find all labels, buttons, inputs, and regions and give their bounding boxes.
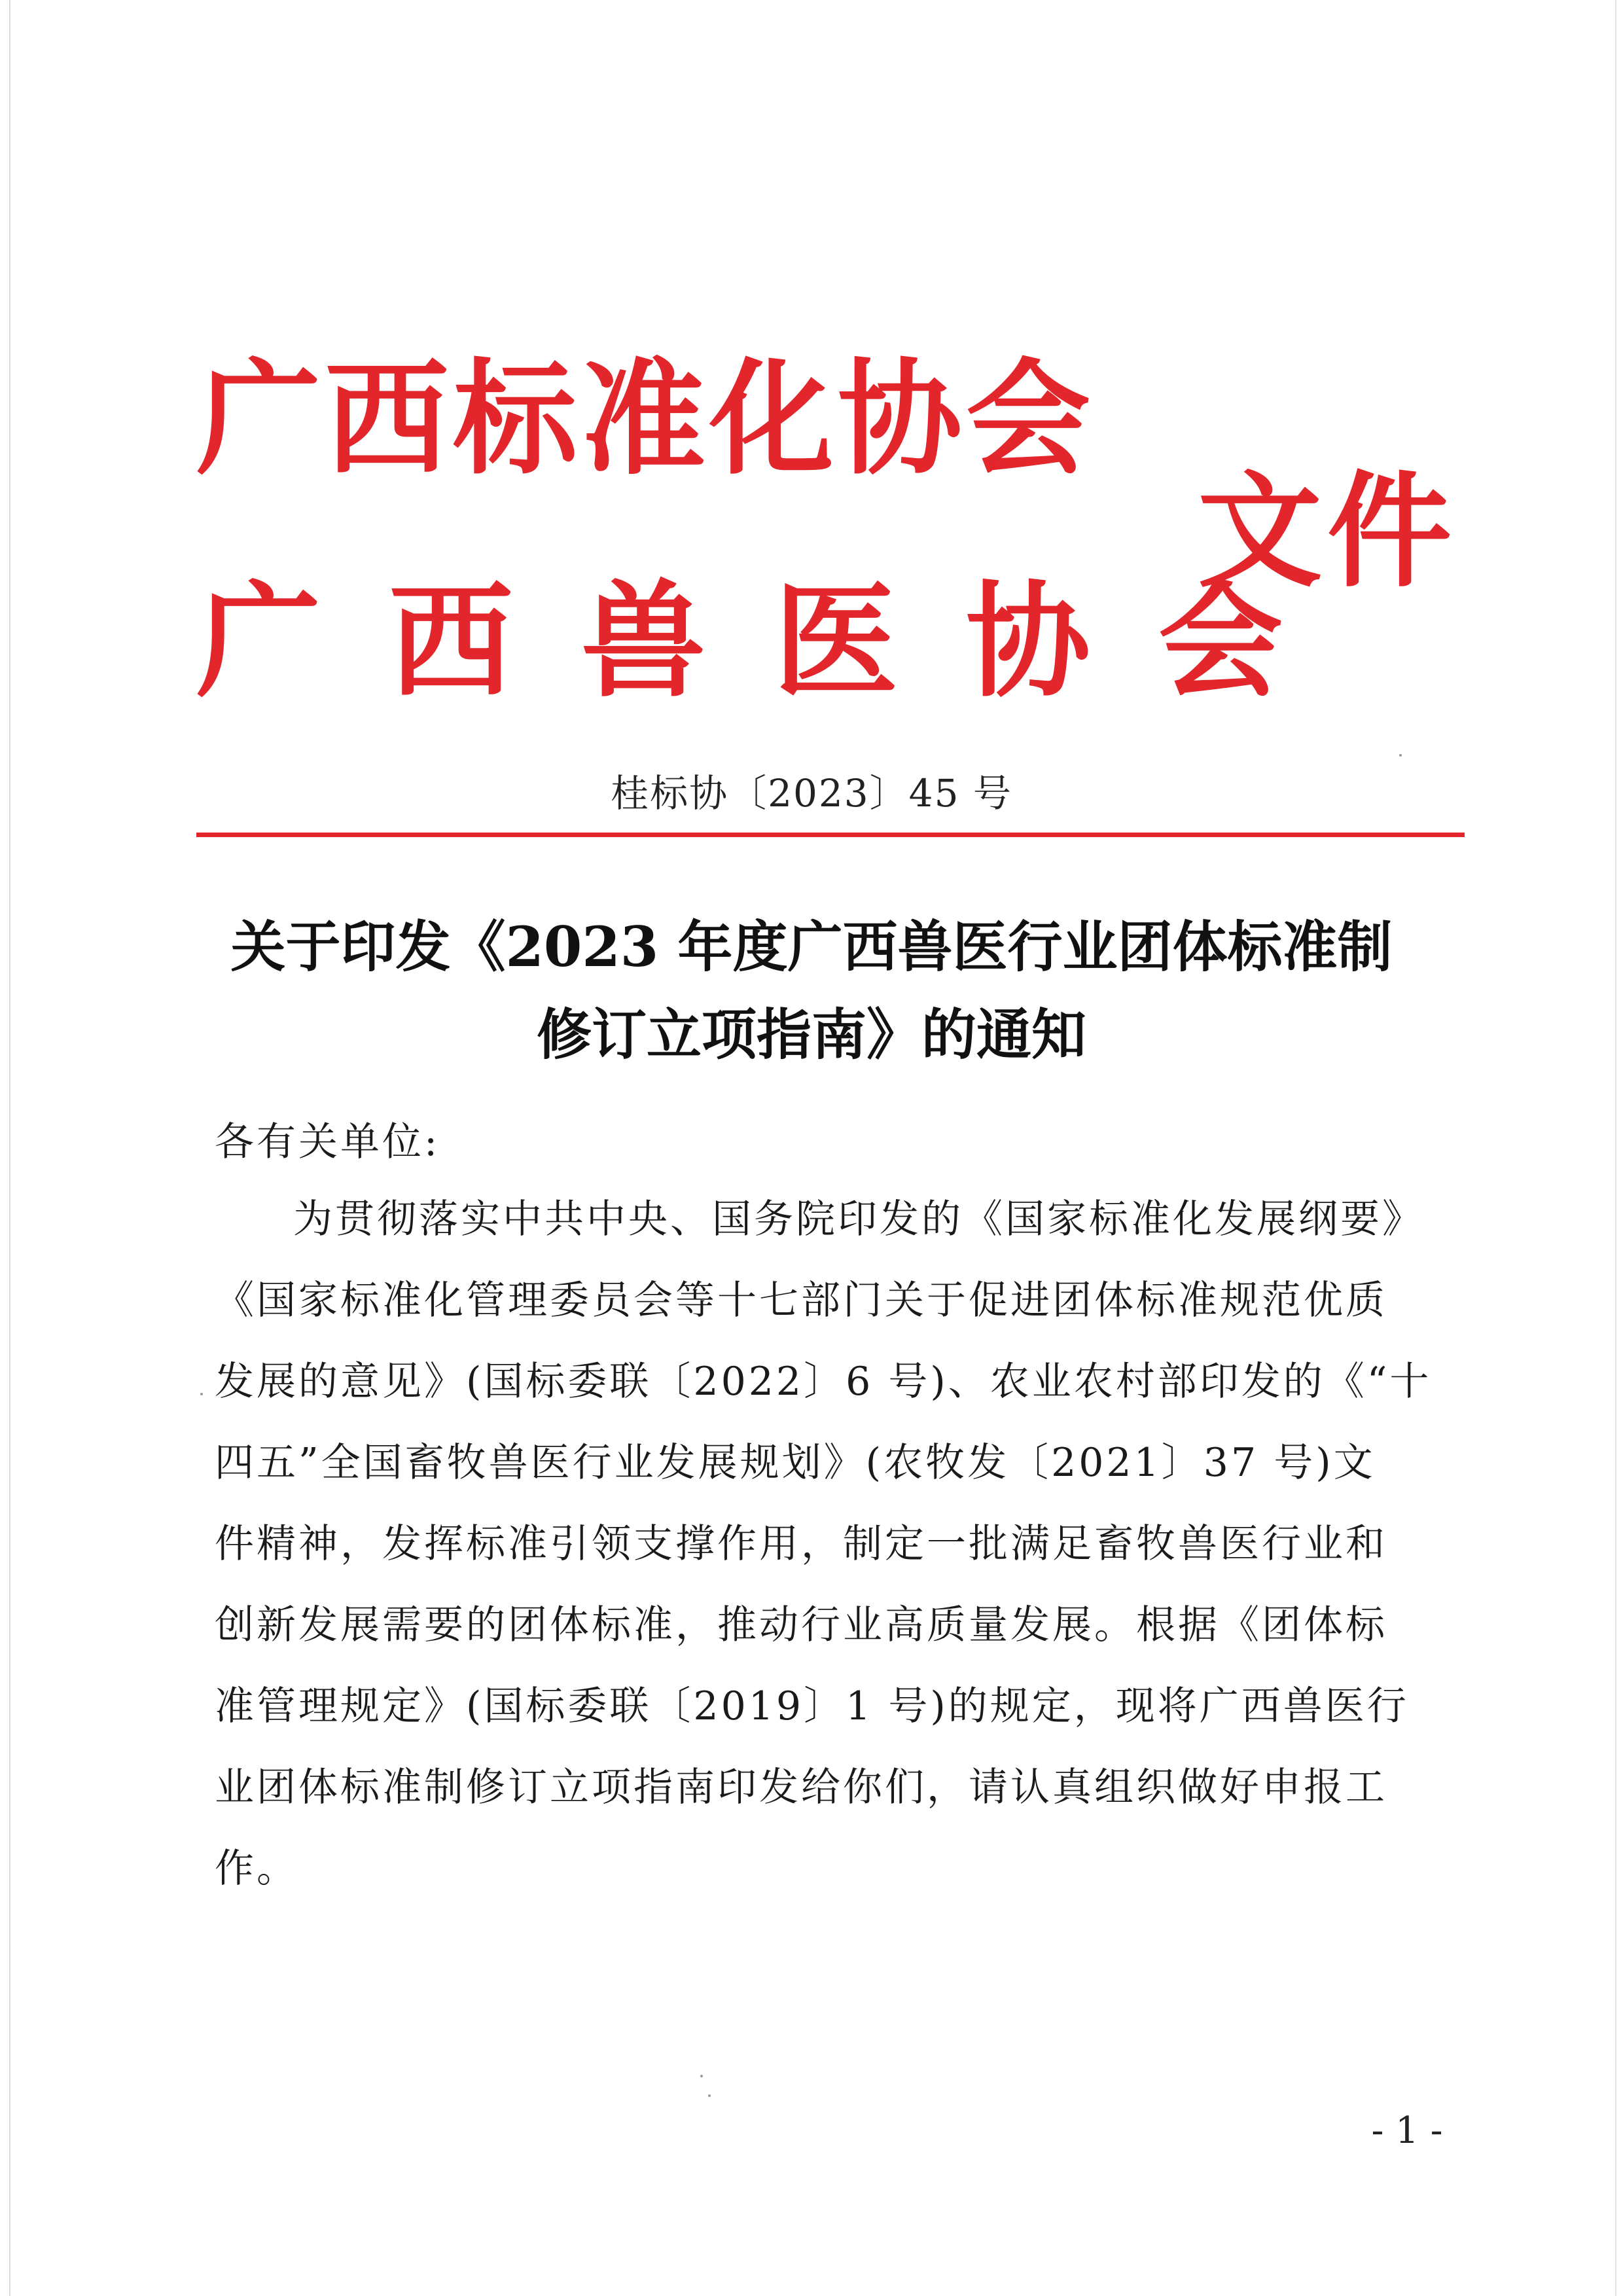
header-org-line-2: 广西兽医协会	[196, 568, 1351, 714]
body-text-line: 业团体标准制修订立项指南印发给你们，请认真组织做好申报工	[215, 1765, 1387, 1810]
header-suffix: 文件	[1198, 458, 1457, 604]
document-title-line-1: 关于印发《2023 年度广西兽医行业团体标准制	[230, 914, 1393, 979]
scan-speck	[1399, 754, 1402, 757]
scan-speck	[708, 2094, 711, 2097]
document-title-line-2: 修订立项指南》的通知	[536, 1002, 1086, 1067]
header-divider-rule	[196, 833, 1465, 837]
body-text-line: 为贯彻落实中共中央、国务院印发的《国家标准化发展纲要》	[293, 1196, 1424, 1242]
body-text-line: 《国家标准化管理委员会等十七部门关于促进团体标准规范优质	[215, 1278, 1387, 1323]
scan-speck	[200, 1393, 203, 1395]
scan-speck	[700, 2075, 703, 2077]
body-text-line: 件精神，发挥标准引领支撑作用，制定一批满足畜牧兽医行业和	[215, 1521, 1387, 1567]
salutation: 各有关单位:	[215, 1119, 440, 1165]
document-number: 桂标协〔2023〕45 号	[611, 771, 1012, 816]
header-org-line-1: 广西标准化协会	[196, 346, 1095, 492]
scan-edge-left	[9, 0, 10, 2296]
scan-edge-right	[1615, 0, 1616, 2296]
page-number: - 1 -	[1371, 2109, 1443, 2152]
body-text-line: 四五”全国畜牧兽医行业发展规划》(农牧发〔2021〕37 号)文	[215, 1440, 1376, 1486]
body-text-line: 准管理规定》(国标委联〔2019〕1 号)的规定，现将广西兽医行	[215, 1683, 1409, 1729]
body-text-line: 发展的意见》(国标委联〔2022〕6 号)、农业农村部印发的《“十	[215, 1359, 1432, 1405]
body-text-line: 作。	[215, 1846, 298, 1892]
body-text-line: 创新发展需要的团体标准，推动行业高质量发展。根据《团体标	[215, 1602, 1387, 1648]
